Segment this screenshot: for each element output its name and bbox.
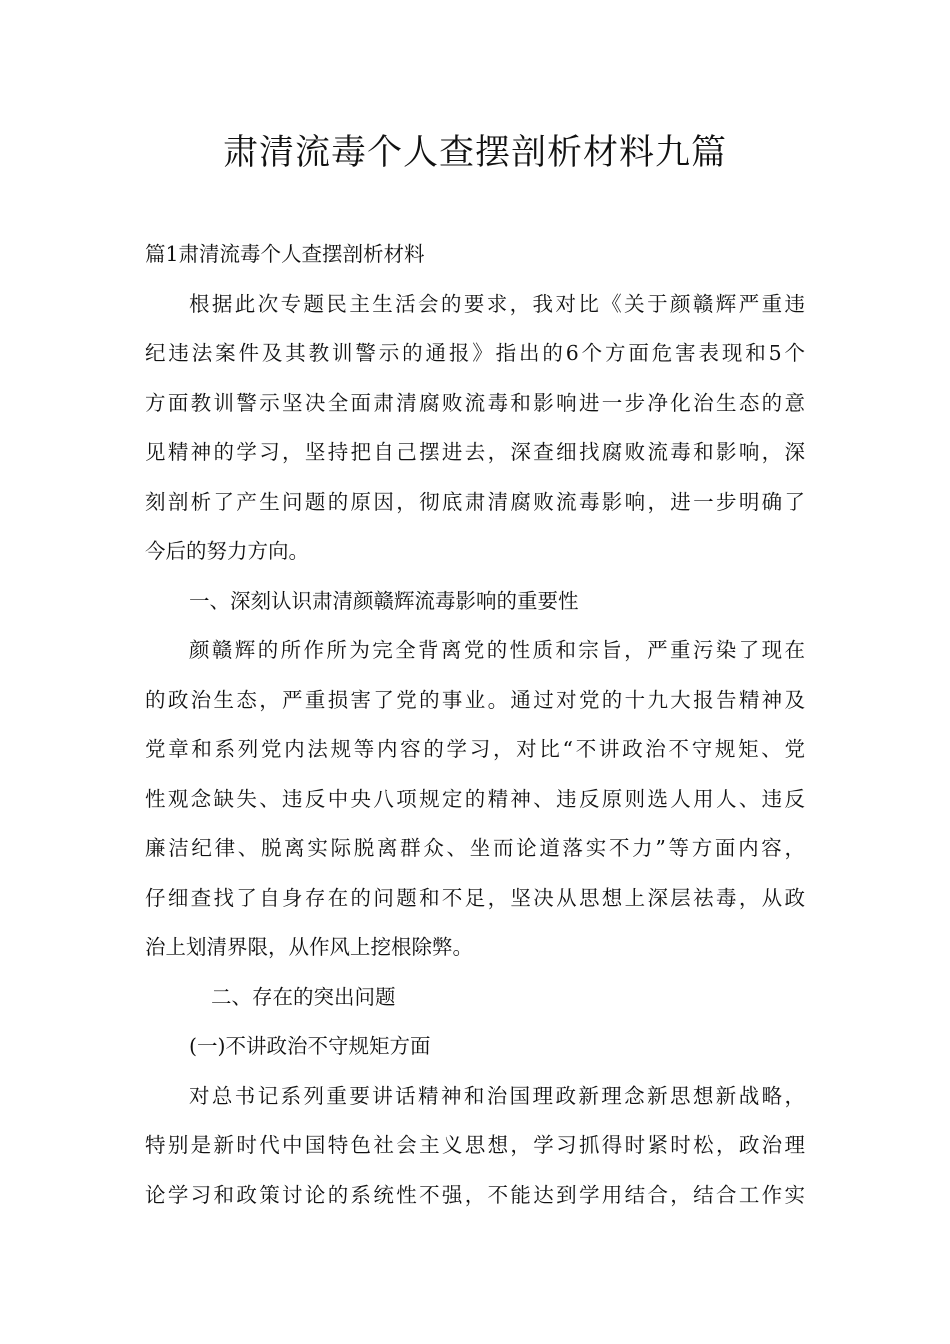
paragraph-line: 对总书记系列重要讲话精神和治国理政新理念新思想新战略， <box>189 1083 805 1108</box>
paragraph-line: 颜赣辉的所作所为完全背离党的性质和宗旨，严重污染了现在 <box>189 638 805 662</box>
paragraph-line: 仔细查找了自身存在的问题和不足，坚决从思想上深层祛毒，从政 <box>145 885 805 910</box>
paragraph-line: 纪违法案件及其教训警示的通报》指出的6个方面危害表现和5个 <box>145 341 805 365</box>
subheading: 一、深刻认识肃清颜赣辉流毒影响的重要性 <box>189 588 579 613</box>
paragraph-line: 党章和系列党内法规等内容的学习，对比“不讲政治不守规矩、党 <box>145 737 805 761</box>
subheading: (一)不讲政治不守规矩方面 <box>189 1034 431 1058</box>
paragraph-line: 刻剖析了产生问题的原因，彻底肃清腐败流毒影响，进一步明确了 <box>145 489 805 514</box>
paragraph-line: 廉洁纪律、脱离实际脱离群众、坐而论道落实不力”等方面内容， <box>145 836 805 860</box>
paragraph-line: 性观念缺失、违反中央八项规定的精神、违反原则选人用人、违反 <box>145 786 805 811</box>
paragraph-line: 论学习和政策讨论的系统性不强，不能达到学用结合，结合工作实 <box>145 1182 805 1207</box>
paragraph-line: 见精神的学习，坚持把自己摆进去，深查细找腐败流毒和影响，深 <box>145 440 805 464</box>
paragraph-line: 今后的努力方向。 <box>145 539 309 563</box>
section-heading-1: 篇1肃清流毒个人查摆剖析材料 <box>145 242 425 266</box>
paragraph-line: 方面教训警示坚决全面肃清腐败流毒和影响进一步净化治生态的意 <box>145 390 805 415</box>
paragraph-line: 的政治生态，严重损害了党的事业。通过对党的十九大报告精神及 <box>145 687 805 712</box>
paragraph-line: 根据此次专题民主生活会的要求，我对比《关于颜赣辉严重违 <box>189 291 805 316</box>
paragraph-line: 特别是新时代中国特色社会主义思想，学习抓得时紧时松，政治理 <box>145 1133 805 1157</box>
subheading: 二、存在的突出问题 <box>211 984 396 1009</box>
paragraph-line: 治上划清界限，从作风上挖根除弊。 <box>145 935 473 959</box>
document-title: 肃清流毒个人查摆剖析材料九篇 <box>222 133 727 173</box>
document-body <box>145 230 805 1220</box>
